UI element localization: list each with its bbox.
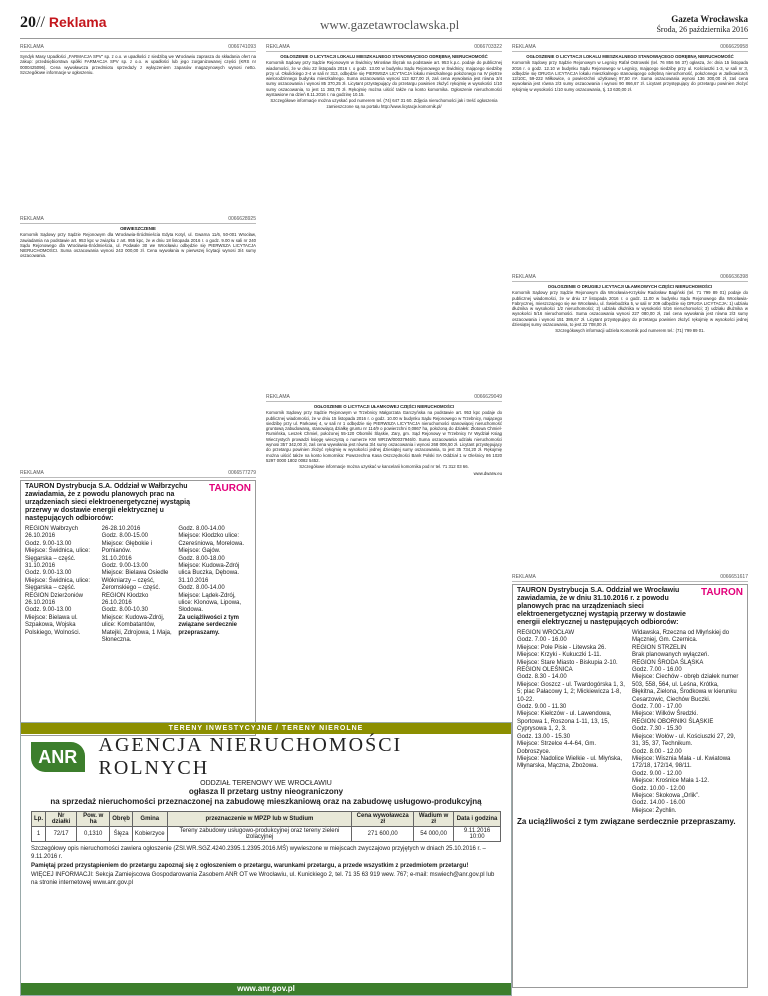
page-number: 20 (20, 14, 36, 31)
anr-name: AGENCJA NIERUCHOMOŚCI ROLNYCH (98, 734, 403, 779)
ad-licytacja-swidnica (266, 54, 502, 394)
outage-col-b: 26-28.10.2016 Godz. 8.00-15.00 Miejsce: Głębokie i Pomianów. 31.10.2016 Godz. 9.00-13.00 Miejsce: Bielawa Osiedle Włókniarzy – część, Żeromskiego – część. REGION Kłodzko 26.10.2016 Godz. 8.00-10.30 Miejsce: Kudowa-Zdrój, ulice: Kombatantów, Matejki, Zdrojowa, 1 Maja, Słoneczna. (101, 526, 172, 644)
ad-label: REKLAMA 0066651617 (512, 574, 748, 580)
tauron-lead: TAURON Dystrybucja S.A. Oddział we Wrocławiu zawiadamia, że w dniu 31.10.2016 r. z powodu planowych prac na urządzeniach sieci elektroenergetycznej wystąpią przerwy w dostawie energii elektrycznej u następujących odbiorców: (517, 587, 686, 626)
ad-tauron-wroclaw (512, 584, 748, 988)
column-3 (512, 44, 748, 988)
site-url[interactable]: www.gazetawroclawska.pl (320, 17, 460, 32)
section-title: Reklama (48, 14, 107, 30)
ad-licytacja-trzebnica (266, 404, 502, 714)
header-rule (20, 38, 748, 39)
ad-contact: Szczegółowe informacje można uzyskać pod numerem tel. (74) 647 31 60. Zdjęcia nieruchomości jak i treść ogłoszenia zamieszczone są na portalu http://www.licytacje.komornik.pl/ (270, 98, 498, 109)
ad-label: REKLAMA 0066741093 (20, 44, 256, 50)
outage-col-a: REGION WROCŁAW Godz. 7.00 - 16.00 Miejsce: Pole Pisie - Litewska 26. Miejsce: Krzyki - Kukuczki 1-11. Miejsce: Stare Miasto - Biskupia 2-10. REGION OLEŚNICA Godz. 8.30 - 14.00 Miejsce: Goszcz - ul. Twardogórska 1, 3, 5; plac Pałacowy 1, 2; Mickiewicza 1-8, 10-22. Godz. 9.00 - 11.30 Miejsce: Kiełczów - ul. Lawendowa, Sportowa 1, Roszona 1-11, 13, 15, Cyprysowa 1, 2, 3. Godz. 13.00 - 15.30 Miejsce: Strzelce 4-4-64, Gm. Dobroszyce. Miejsce: Nadolice Wielkie - ul. Młyńska, Młynarska, Mączna, Zbożowa. (517, 630, 625, 770)
ad-text: Komornik Sądowy przy Sądzie Rejonowym w Świdnicy Mirosław Ślęzak na podstawie art. 953 k.p.c. podaje do publicznej wiadomości, że w dniu 22 listopada 2016 r. o godz. 13.00 w budynku Sądu Rejonowego w Świdnicy, mającego siedzibę przy ul. Okulickiego 2-4 w sali nr 313, odbędzie się PIERWSZA LICYTACJA lokalu mieszkalnego położonego na IV piętrze wielorodzinnego budynku mieszkalnego. Suma oszacowania wynosi 113 827,00 zł, zaś cena wywołania jest równa 3/4 sumy oszacowania i wynosi 85 370,25 zł. Licytant przystępujący do przetargu powinien złożyć rękojmię w wysokości 1/10 sumy oszacowania, to jest 11 383,70 zł. Rękojmię można uiścić także na konto komornika. Ogłoszenie nieruchomości wystawione na dzień 8.11.2016 r. na godzinę 10.15. (266, 60, 502, 98)
ad-text: Komornik Sądowy przy Sądzie Rejonowym dla Wrocławia-Krzyków Radosław Bagiński (tel. 71 799 89 01) podaje do publicznej wiadomości, że w dniu 17 listopada 2016 r. o godz. 11.00 w budynku Sądu Rejonowego dla Wrocławia-Fabrycznej, mieszczącego się we Wrocławiu, ul. Świebodzka 5, w sali nr 209 odbędzie się DRUGA LICYTACJA: 1) udziału dłużnika w wysokości 1/2 nieruchomości; 2) udziału dłużnika w wysokości 5/16 nieruchomości; 3) udziału dłużnika w wysokości 5/16 nieruchomości. Suma oszacowania wynosi 227 080,00 zł, zaś cena wywołania jest równa 2/3 sumy oszacowania i wynosi 151 386,67 zł. Licytant przystępujący do przetargu powinien złożyć rękojmię w wysokości jednej dziesiątej sumy oszacowania, to jest 22 708,00 zł. (512, 290, 748, 328)
outage-col-a: REGION Wałbrzych 26.10.2016 Godz. 9.00-13.00 Miejsce: Świdnica, ulice: Sięgarska – część. 31.10.2016 Godz. 9.00-13.00 Miejsce: Świdnica, ulice: Sięgarska – część. REGION Dzierżoniów 26.10.2016 Godz. 9.00-13.00 Miejsce: Bielawa ul. Szpakowa, Wojska Polskiego, Wolności. (25, 526, 91, 636)
ad-label: REKLAMA 0066629049 (266, 394, 502, 400)
ad-label: REKLAMA 0066636398 (512, 274, 748, 280)
ad-title: OGŁOSZENIE O DRUGIEJ LICYTACJI UŁAMKOWYCH CZĘŚCI NIERUCHOMOŚCI (547, 284, 713, 289)
outage-list (25, 526, 251, 645)
ad-anr (20, 722, 512, 996)
ad-farmacja (20, 54, 256, 216)
anr-header (21, 734, 511, 780)
ad-text: Syndyk Masy Upadłości „FARMACJA SPV” sp. z o.o. w upadłości z siedzibą we Wrocławiu zaprasza do składania ofert na zakup: przedsiębiorstwa spółki FARMACJA SPV sp. z o.o. w upadłości lub jego zorganizowanej części (KRS nr 0000425096). Cena wywoławcza przedmiotu sprzedaży z wyłączeniem zapasów magazynowych wynosi netto. Szczegółowe informacje w ogłoszeniu. (20, 54, 256, 75)
ad-text: Komornik Sądowy przy Sądzie Rejonowym w Legnicy Rafał Ostrowski (tel. 76 856 56 37) ogłasza, że: dnia 15 listopada 2016 r. o godz. 12.10 w budynku Sądu Rejonowego w Legnicy, mającego siedzibę przy ul. Kościuszki 1-3, w sali nr 3, odbędzie się DRUGA LICYTACJA lokalu mieszkalnego stanowiącego odrębną nieruchomość, położonego w Jaśkowicach 12/10C, 59-222 Miłkowice, o powierzchni użytkowej 97,50 m². Suma oszacowania wynosi 136 300,00 zł, zaś cena wywołania jest równa 2/3 sumy oszacowania i wynosi 90 866,67 zł. Licytant przystępujący do przetargu powinien złożyć rękojmię w wysokości 1/10 sumy oszacowania, tj. 13 630,00 zł. (512, 60, 748, 92)
ad-label: REKLAMA 0066703322 (266, 44, 502, 50)
anr-subtitle: ODDZIAŁ TERENOWY WE WROCŁAWIU ogłasza II przetarg ustny nieograniczony na sprzedaż nieruchomości przeznaczonej na zabudowę mieszkaniową oraz na zabudowę usługowo-produkcyjną (50, 780, 482, 806)
tauron-logo: TAURON (700, 587, 743, 598)
tauron-logo: TAURON (208, 483, 251, 494)
ad-title: OBWIESZCZENIE (120, 226, 156, 231)
ad-label: REKLAMA 0066577279 (20, 470, 256, 476)
apology: Za uciążliwości z tym związane serdecznie przepraszamy. (517, 817, 736, 827)
anr-banner: TERENY INWESTYCYJNE / TERENY NIEROLNE (21, 723, 511, 734)
tauron-lead: TAURON Dystrybucja S.A. Oddział w Wałbrzychu zawiadamia, że z powodu planowych prac na urządzeniach sieci elektroenergetycznej wystąpią przerwy w dostawie energii elektrycznej u następujących odbiorców: (25, 483, 190, 522)
masthead (656, 14, 748, 35)
column-2 (266, 44, 502, 714)
anr-footer: Szczegółowy opis nieruchomości zawiera ogłoszenie (ZSI.WR.SGZ.4240.2395.1.2395.2016.MŚ) wywieszone w miejscach zwyczajowo przyjętych w dniach 25.10.2016 r. – 9.11.2016 r. Pamiętaj przed przystąpieniem do przetargu zapoznaj się z ogłoszeniem o przetargu, warunkami przetargu, a przede wszystkim z przedmiotem przetargu! WIĘCEJ INFORMACJI: Sekcja Zamiejscowa Gospodarowania Zasobem ANR OT we Wrocławiu, ul. Kunickiego 2, tel. 71 35 63 919 wew. 767; e-mail: mswiech@anr.gov.pl lub na stronie internetowej www.anr.gov.pl (31, 846, 495, 886)
paper-name: Gazeta Wrocławska (671, 14, 748, 24)
ad-obwieszczenie (20, 226, 256, 470)
page-number-section: 20// Reklama (20, 14, 107, 31)
anr-table: Lp. Nr działki Pow. w ha Obręb Gmina przeznaczenie w MPZP lub w Studium Cena wywoławcza zł Wadium w zł Data i godzina 1 72/17 0,1310 Ślęza Kobierzyce Tereny zabudowy usługowo-produkcyjnej oraz tereny zieleni izolacyjnej 271 600,00 54 000,00 9.11.2016 10:00 (31, 811, 501, 842)
ad-title: OGŁOSZENIE O LICYTACJI UŁAMKOWEJ CZĘŚCI NIERUCHOMOŚCI (313, 404, 455, 409)
ad-tauron-walbrzych (20, 480, 256, 736)
ad-title: OGŁOSZENIE O LICYTACJI LOKALU MIESZKALNEGO STANOWIĄCEGO ODRĘBNĄ NIERUCHOMOŚĆ (280, 54, 488, 59)
ad-title: OGŁOSZENIE O LICYTACJI LOKALU MIESZKALNEGO STANOWIĄCEGO ODRĘBNĄ NIERUCHOMOŚĆ (526, 54, 734, 59)
outage-list (517, 630, 743, 815)
ad-label: REKLAMA 0066629958 (512, 44, 748, 50)
ad-www[interactable]: www.dwarw.eu (473, 470, 502, 476)
page-header (20, 14, 748, 40)
anr-logo: ANR (31, 742, 85, 772)
table-row: 1 72/17 0,1310 Ślęza Kobierzyce Tereny zabudowy usługowo-produkcyjnej oraz tereny zieleni izolacyjnej 271 600,00 54 000,00 9.11.2016 10:00 (32, 827, 501, 842)
ad-contact: Szczegółowych informacji udziela Komornik pod numerem tel.: (71) 799 89 01. (555, 328, 705, 334)
ad-licytacja-wroclaw (512, 284, 748, 574)
issue-date: Środa, 26 października 2016 (656, 25, 748, 34)
outage-col-c: Godz. 8.00-14.00 Miejsce: Kłodzko ulice: Czereśniowa, Morelowa. Miejsce: Gajów. Godz. 8.00-18.00 Miejsce: Kudowa-Zdrój ulica Buczka, Dębowa. 31.10.2016 Godz. 8.00-14.00 Miejsce: Lądek-Zdrój, ulice: Klonowa, Lipowa, Słodowa. Za uciążliwości z tym związane serdecznie przepraszamy. (178, 526, 251, 645)
ad-contact: Szczegółowe informacje można uzyskać w kancelarii komornika pod nr tel. 71 312 03 66. (299, 464, 469, 470)
ad-text: Komornik Sądowy przy Sądzie Rejonowym w Trzebnicy Małgorzata Garczyńska na podstawie art. 953 kpc podaje do publicznej wiadomości, że w dniu 15 listopada 2016 r. o godz. 10.00 w budynku Sądu Rejonowego w Trzebnicy, mającego siedzibę przy ul. Parkowej 4, w sali nr 1 odbędzie się PIERWSZA LICYTACJA nieruchomości stanowiącej nieruchomość gruntową zabudowaną, stanowiącą działkę gruntu nr 114/9 o powierzchni 0,0867 ha, położoną do działek: Złotowa Chmiel-Rumińska, Leszek Chmiel, położonej 55-120 Oborniki Śląskie, Zary, gm. Sąd Rejonowy w Trzebnicy IV Wydział Ksiąg Wieczystych prowadzi księgę wieczystą o numerze KW WR1W/00037946/0. Suma oszacowania udziału nieruchomości wynosi 357 342,00 zł, zaś cena wywołania jest równa 3/4 sumy oszacowania i wynosi 268 006,50 zł. Licytant przystępujący do przetargu powinien złożyć rękojmię w wysokości jednej dziesiątej sumy oszacowania, to jest 35 734,20 zł. Rękojmię można uiścić także na konto komornika: Powszechna Kasa Oszczędności Bank Polski SA Oddział 1 w Oleśnicy 86 1020 5297 0000 1802 0082 5452. (266, 410, 502, 463)
outage-col-b: Widawska, Rzeczna od Młyńskiej do Mączniej, Gm. Czernica. REGION STRZELIN Brak planowanych wyłączeń. REGION ŚRODA ŚLĄSKA Godz. 7.00 - 16.00 Miejsce: Ciechów - obręb działek numer 503, 558, 564, ul. Leśna, Krótka, Błękitna, Zielona, Środkowa w kierunku Cesarzowic, Ciechów Buczki. Godz. 7.00 - 17.00 Miejsce: Wilków Średzki. REGION OBORNIKI ŚLĄSKIE Godz. 7.30 - 15.30 Miejsce: Wołów - ul. Kościuszki 27, 29, 31, 35, 37, Technikum. Godz. 8.00 - 12.00 Miejsce: Wisznia Mała - ul. Kwiatowa 172/18, 172/14, 98/11. Godz. 9.00 - 12.00 Miejsce: Krośnice Mała 1-12. Godz. 10.00 - 12.00 Miejsce: Skokowa „Orlik”. Godz. 14.00 - 16.00 Miejsce: Żychlin. (632, 630, 739, 814)
ad-licytacja-legnica (512, 54, 748, 274)
anr-website[interactable]: www.anr.gov.pl (21, 983, 511, 995)
apology: Za uciążliwości z tym związane serdecznie przepraszamy. (178, 614, 240, 636)
ad-text: Komornik Sądowy przy Sądzie Rejonowym dla Wrocławia-Śródmieścia Edyta Kotyl, ul. Gwarna 11/6, 50-001 Wrocław, zawiadamia na podstawie art. 953 kpc w związku z art. 955 kpc, że w dniu 18 listopada 2016 r. o godz. 9.00 w sali nr 240 Sądu Rejonowego dla Wrocławia-Śródmieścia, ul. Podwale 30 we Wrocławiu odbędzie się PIERWSZA LICYTACJA NIERUCHOMOŚCI. Suma oszacowania wynosi 243 000,00 zł. Cena wywołania w pierwszej licytacji wynosi 3/4 sumy oszacowania. (20, 232, 256, 259)
ad-label: REKLAMA 0066628925 (20, 216, 256, 222)
column-1 (20, 44, 256, 736)
